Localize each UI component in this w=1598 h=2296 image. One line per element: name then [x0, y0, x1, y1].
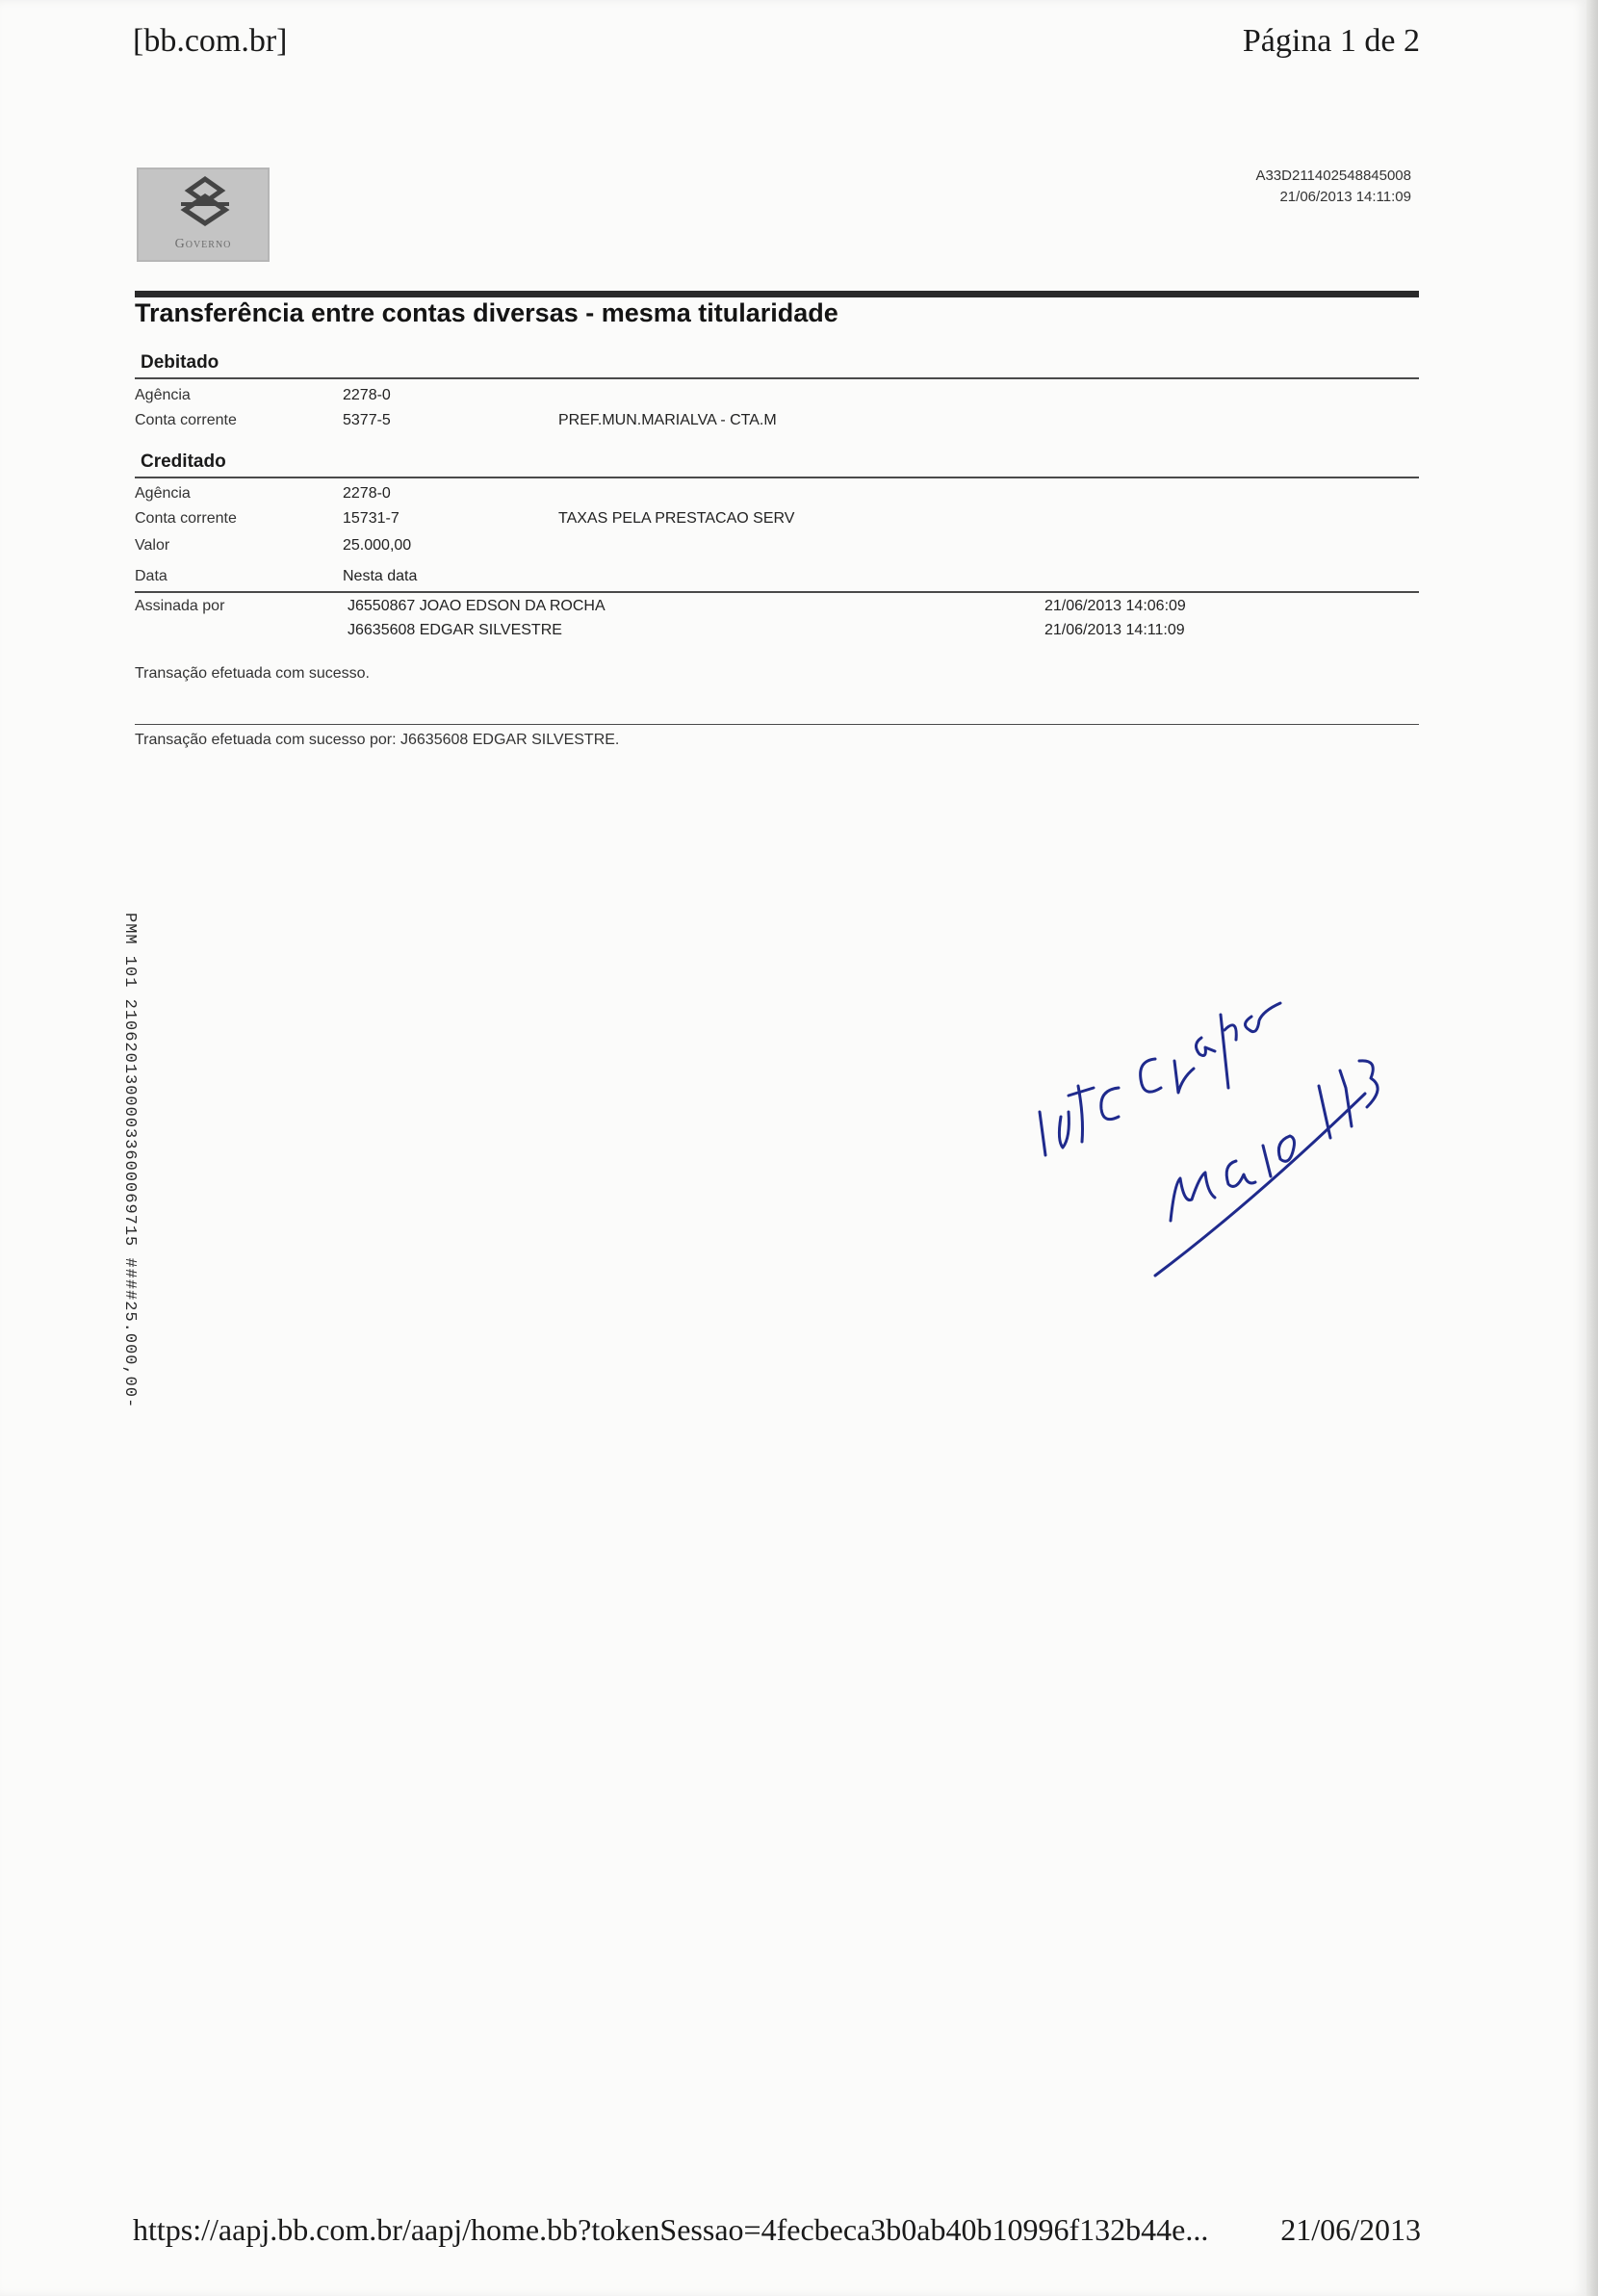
transaction-status: Transação efetuada com sucesso. — [135, 665, 370, 682]
credit-account-value: 15731-7 — [343, 510, 400, 527]
section-heading-creditado: Creditado — [141, 451, 226, 472]
debit-account-holder: PREF.MUN.MARIALVA - CTA.M — [558, 412, 777, 428]
section-divider — [135, 724, 1419, 725]
authentication-stamp — [114, 913, 142, 1409]
debit-agency-value: 2278-0 — [343, 387, 391, 403]
signer-time: 21/06/2013 14:11:09 — [1044, 622, 1185, 638]
credit-account-label: Conta corrente — [135, 510, 237, 527]
section-heading-debitado: Debitado — [141, 352, 219, 373]
paper-edge — [1586, 0, 1598, 2296]
bank-logo — [137, 168, 270, 262]
section-divider — [135, 591, 1419, 593]
credit-account-holder: TAXAS PELA PRESTACAO SERV — [558, 510, 795, 527]
print-header-site: [bb.com.br] — [133, 23, 288, 59]
signed-by-label: Assinada por — [135, 598, 225, 614]
signer-name: J6635608 EDGAR SILVESTRE — [348, 622, 562, 638]
date-label: Data — [135, 568, 168, 584]
bb-logo-icon — [171, 175, 239, 235]
transaction-final-status: Transação efetuada com sucesso por: J6635608 EDGAR SILVESTRE. — [135, 732, 620, 748]
debit-account-value: 5377-5 — [343, 412, 391, 428]
print-header-page: Página 1 de 2 — [1242, 23, 1420, 59]
print-footer-url: https://aapj.bb.com.br/aapj/home.bb?tokenSessao=4fecbeca3b0ab40b10996f132b44e... — [133, 2212, 1209, 2247]
signer-name: J6550867 JOAO EDSON DA ROCHA — [348, 598, 606, 614]
stamp-text: PMM 101 21062013000033600069715 ####25.000,00- — [120, 913, 139, 1409]
title-bar — [135, 291, 1419, 297]
amount-value: 25.000,00 — [343, 537, 412, 554]
signer-time: 21/06/2013 14:06:09 — [1044, 598, 1186, 614]
logo-label: Governo — [174, 237, 232, 251]
credit-agency-value: 2278-0 — [343, 485, 391, 502]
page-title: Transferência entre contas diversas - mesma titularidade — [135, 298, 838, 327]
debit-agency-label: Agência — [135, 387, 191, 403]
document-timestamp: 21/06/2013 14:11:09 — [1279, 189, 1411, 205]
section-divider — [135, 477, 1419, 478]
document-meta — [1255, 166, 1411, 208]
debit-account-label: Conta corrente — [135, 412, 237, 428]
print-footer-date: 21/06/2013 — [1280, 2212, 1421, 2247]
credit-agency-label: Agência — [135, 485, 191, 502]
section-divider — [135, 377, 1419, 379]
handwritten-note — [1001, 924, 1386, 1295]
date-value: Nesta data — [343, 568, 418, 584]
amount-label: Valor — [135, 537, 170, 554]
document-id: A33D211402548845008 — [1255, 168, 1411, 184]
